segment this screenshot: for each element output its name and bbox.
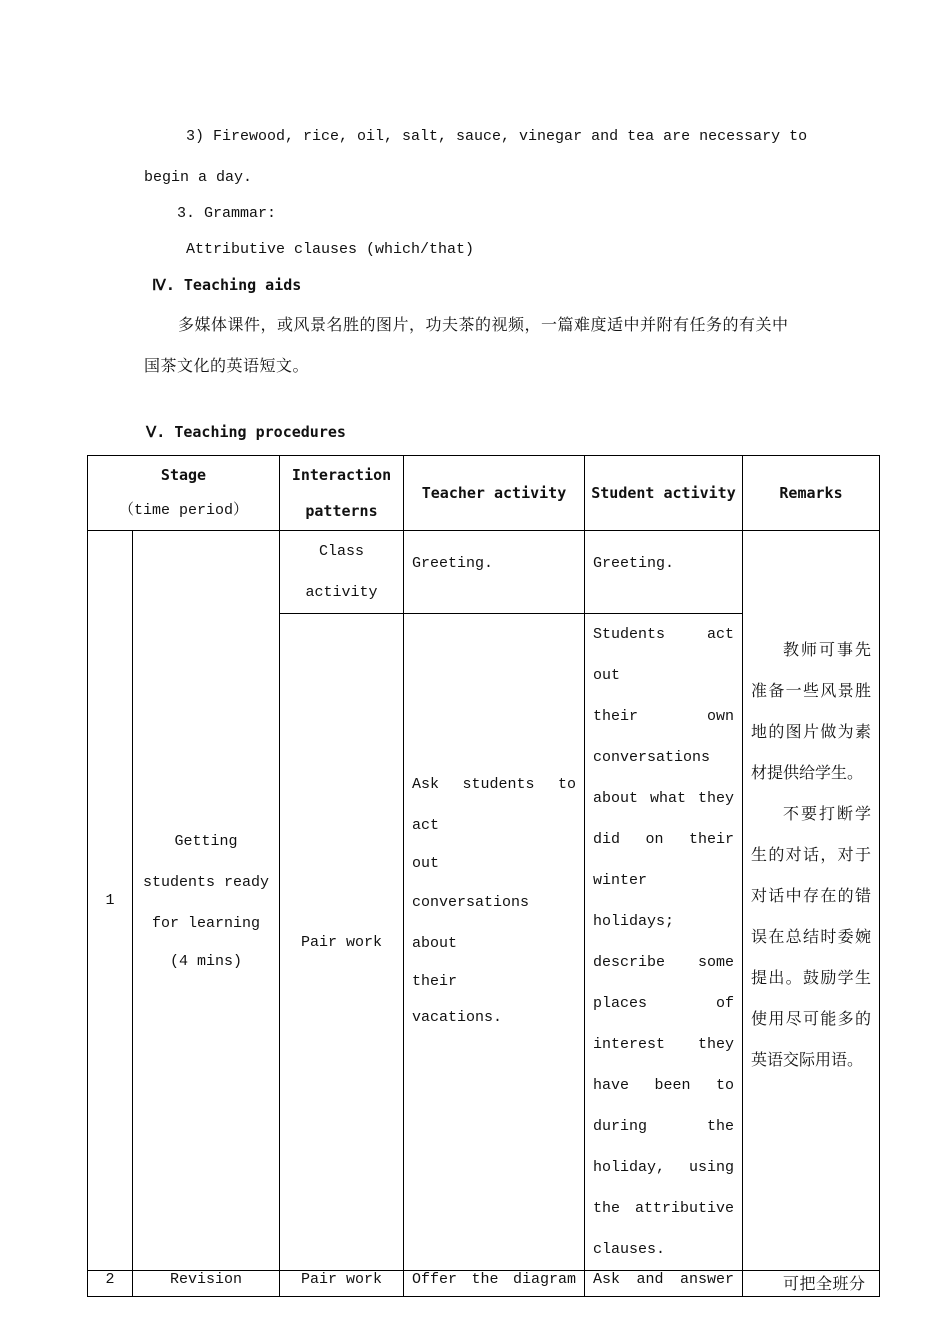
row1a-interaction xyxy=(280,531,404,614)
row1-remarks-p1: 教师可事先准备一些风景胜地的图片做为素材提供给学生。 xyxy=(751,640,871,782)
teaching-aids-heading: Ⅳ. Teaching aids xyxy=(152,276,302,294)
row1a-student-activity: Greeting. xyxy=(585,531,743,614)
row1b-student-line: conversations xyxy=(593,749,711,766)
row1a-interaction-line: activity xyxy=(305,584,378,601)
header-interaction xyxy=(280,456,404,531)
row1-stage-line: students ready xyxy=(142,874,270,891)
row1b-teacher-line: Ask students to act xyxy=(412,776,576,834)
row1b-teacher-line: conversations about xyxy=(412,894,530,952)
row2-teacher-activity: Offer the diagram xyxy=(404,1271,585,1297)
row1-stage-line: (4 mins) xyxy=(169,953,242,970)
row1a-interaction-line: Class xyxy=(318,543,364,560)
table-row-1a xyxy=(88,531,880,614)
header-stage xyxy=(88,456,280,531)
row1b-student-line: during the xyxy=(593,1118,734,1135)
row2-number: 2 xyxy=(88,1271,133,1297)
row1b-student-line: have been to xyxy=(593,1077,734,1094)
grammar-text: Attributive clauses (which/that) xyxy=(186,241,475,258)
row1b-student-line: did on their xyxy=(593,831,734,848)
row1b-student-line: holiday, using xyxy=(593,1159,734,1176)
item3-line2: begin a day. xyxy=(144,169,253,186)
row1a-teacher-activity: Greeting. xyxy=(404,531,585,614)
row1b-student-line: describe some xyxy=(593,954,734,971)
procedures-heading: Ⅴ. Teaching procedures xyxy=(146,423,346,441)
row2-interaction: Pair work xyxy=(280,1271,404,1297)
row1-remarks-p2: 不要打断学生的对话，对于对话中存在的错误在总结时委婉提出。鼓励学生使用尽可能多的英语交际用语。 xyxy=(751,804,871,1069)
header-interaction-line1: Interaction xyxy=(291,466,392,484)
procedures-table xyxy=(87,455,880,1297)
row1b-teacher-line: their xyxy=(412,973,458,990)
header-interaction-line2: patterns xyxy=(305,502,378,520)
row2-stage: Revision xyxy=(133,1271,280,1297)
row1b-teacher-line: out xyxy=(412,855,440,872)
row1b-student-line: the attributive xyxy=(593,1200,734,1217)
row1-stage-line: Getting xyxy=(174,833,238,850)
row1b-student-line: clauses. xyxy=(593,1241,666,1258)
table-header-row xyxy=(88,456,880,531)
table-row-2 xyxy=(88,1271,880,1297)
row1b-student-line: about what they xyxy=(593,790,734,807)
row1b-student-line: interest they xyxy=(593,1036,734,1053)
row1b-student-line: places of xyxy=(593,995,734,1012)
grammar-heading: 3. Grammar: xyxy=(177,205,277,222)
row1b-teacher-activity xyxy=(404,614,585,1271)
row1b-student-line: winter holidays; xyxy=(593,872,675,930)
header-student-activity: Student activity xyxy=(585,456,743,531)
row1b-teacher-line: vacations. xyxy=(412,1009,503,1026)
row1b-student-activity xyxy=(585,614,743,1271)
row2-student-activity: Ask and answer xyxy=(585,1271,743,1297)
row1b-student-line: Students act out xyxy=(593,626,734,684)
row1-number: 1 xyxy=(88,531,133,1271)
header-stage-sub: （time period） xyxy=(118,502,249,519)
row2-remarks: 可把全班分 xyxy=(743,1271,880,1297)
row1b-interaction: Pair work xyxy=(280,614,404,1271)
row1-stage-line: for learning xyxy=(151,915,261,932)
row1b-student-line: their own xyxy=(593,708,734,725)
row1-stage xyxy=(133,531,280,1271)
header-remarks: Remarks xyxy=(743,456,880,531)
header-stage-label: Stage xyxy=(160,466,207,484)
teaching-aids-text-line2: 国茶文化的英语短文。 xyxy=(144,356,310,375)
item3-line1: 3) Firewood, rice, oil, salt, sauce, vinegar and tea are necessary to xyxy=(186,128,808,145)
teaching-aids-text-line1: 多媒体课件，或风景名胜的图片，功夫茶的视频，一篇难度适中并附有任务的有关中 xyxy=(178,315,789,334)
row1-remarks xyxy=(743,531,880,1271)
header-teacher-activity: Teacher activity xyxy=(404,456,585,531)
